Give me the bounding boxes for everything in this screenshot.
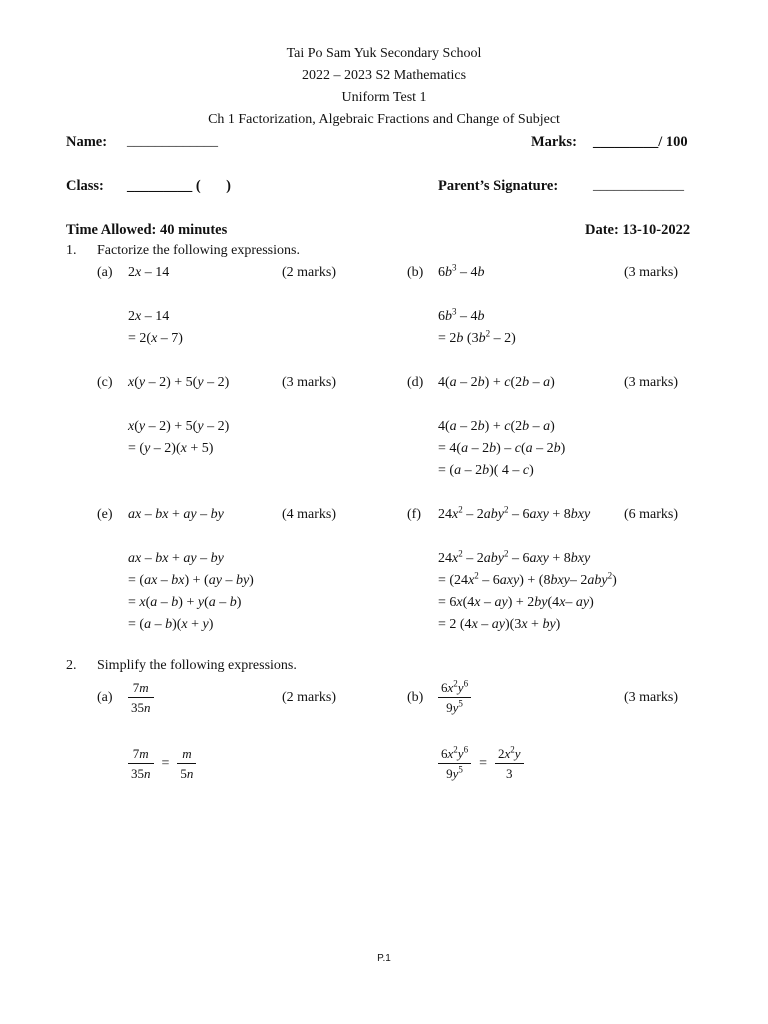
equals-sign: = xyxy=(479,755,487,771)
q1e-label: (e) xyxy=(97,507,113,522)
q1d-label: (d) xyxy=(407,375,424,390)
q1d-answer-line1: 4(a – 2b) + c(2b – a) xyxy=(438,419,555,434)
fraction: $\frac{6x^2y^6}{9y^5}$ xyxy=(438,746,471,781)
q1d-question: 4(a – 2b) + c(2b – a) xyxy=(438,375,555,390)
q1f-answer-line1: $24x^2 - 2aby^2 - 6axy + 8bxy$ xyxy=(438,548,591,566)
q1f-answer-line2: = $(24x^2 - 6axy) + (8bxy-$ 2aby$^2$) xyxy=(438,570,617,588)
q1f-question: $24x^2 - 2aby^2 - 6axy + 8bxy$ xyxy=(438,504,591,522)
q2a-question xyxy=(128,680,154,715)
q1e-question: ax – bx + ay – by xyxy=(128,507,224,522)
q1b-answer-line2: = 2b $(3b^2 - 2)$ xyxy=(438,328,516,346)
q1e-answer-line4: = (a – b)(x + y) xyxy=(128,617,214,632)
q1b-label: (b) xyxy=(407,265,424,280)
q1-number: 1. xyxy=(66,243,77,258)
q1b-answer-line1: $6b^3 - 4b$ xyxy=(438,306,485,324)
q1e-answer-line3: = x(a – b) + y(a – b) xyxy=(128,595,242,610)
q1c-answer-line1: x(y – 2) + 5(y – 2) xyxy=(128,419,230,434)
q1d-answer-line2: = 4(a – 2b) – c(a – 2b) xyxy=(438,441,566,456)
fraction: $\frac{6x^2y^6}{9y^5}$ xyxy=(438,680,471,715)
year-subject: 2022 – 2023 S2 Mathematics xyxy=(301,68,467,83)
q1a-question: 2x – 14 xyxy=(128,265,170,280)
test-date: Date: 13-10-2022 xyxy=(585,222,691,238)
q1a-marks: (2 marks) xyxy=(282,265,337,280)
time-allowed: Time Allowed: 40 minutes xyxy=(66,222,228,238)
fraction: $\frac{m}{5n}$ xyxy=(177,746,196,781)
q1-instruction: Factorize the following expressions. xyxy=(97,243,300,258)
fraction: $\frac{7m}{35n}$ xyxy=(128,680,154,715)
q1e-answer-line2: = (ax – bx) + (ay – by) xyxy=(128,573,254,588)
q2a-label: (a) xyxy=(97,690,113,705)
q1c-label: (c) xyxy=(97,375,113,390)
name-label: Name: xyxy=(66,134,108,150)
q1d-answer-line3: = (a – 2b)( 4 – c) xyxy=(438,463,534,478)
q2-instruction: Simplify the following expressions. xyxy=(97,658,297,673)
test-name: Uniform Test 1 xyxy=(341,90,427,105)
q1a-label: (a) xyxy=(97,265,113,280)
marks-label: Marks: xyxy=(531,134,577,150)
q1c-question: x(y – 2) + 5(y – 2) xyxy=(128,375,230,390)
q2a-answer xyxy=(128,746,196,781)
q1a-answer-line2: = 2(x – 7) xyxy=(128,331,183,346)
q1f-answer-line3: = 6x(4x – ay) + 2by(4x– ay) xyxy=(438,595,594,610)
class-label: Class: xyxy=(66,178,104,194)
q1d-marks: (3 marks) xyxy=(624,375,679,390)
equals-sign: = xyxy=(161,755,170,771)
name-blank[interactable]: _____________ xyxy=(127,134,218,149)
signature-label: Parent’s Signature: xyxy=(438,178,559,194)
q2b-answer xyxy=(438,746,524,781)
q1f-label: (f) xyxy=(407,507,421,522)
q2b-question xyxy=(438,680,471,715)
marks-value[interactable]: _________/ 100 xyxy=(593,134,688,150)
q1c-answer-line2: = (y – 2)(x + 5) xyxy=(128,441,214,456)
q2a-marks: (2 marks) xyxy=(282,690,337,705)
q2b-marks: (3 marks) xyxy=(624,690,679,705)
q2b-label: (b) xyxy=(407,690,424,705)
signature-blank[interactable]: _____________ xyxy=(593,178,684,193)
q1b-question: $6b^3 - 4b$ xyxy=(438,262,485,280)
chapter-title: Ch 1 Factorization, Algebraic Fractions and Change of Subject xyxy=(208,112,560,127)
q1f-marks: (6 marks) xyxy=(624,507,679,522)
q1e-marks: (4 marks) xyxy=(282,507,337,522)
fraction: $\frac{2x^2y}{3}$ xyxy=(495,746,524,781)
school-name: Tai Po Sam Yuk Secondary School xyxy=(286,46,482,61)
q2-number: 2. xyxy=(66,658,77,673)
page-number: P.1 xyxy=(377,953,391,964)
q1a-answer-line1: 2x – 14 xyxy=(128,309,170,324)
q1b-marks: (3 marks) xyxy=(624,265,679,280)
q1e-answer-line1: ax – bx + ay – by xyxy=(128,551,224,566)
q1f-answer-line4: = 2 (4x – ay)(3x + by) xyxy=(438,617,561,632)
q1c-marks: (3 marks) xyxy=(282,375,337,390)
class-blank[interactable]: _________ ( ) xyxy=(127,178,231,194)
fraction: $\frac{7m}{35n}$ xyxy=(128,746,154,781)
